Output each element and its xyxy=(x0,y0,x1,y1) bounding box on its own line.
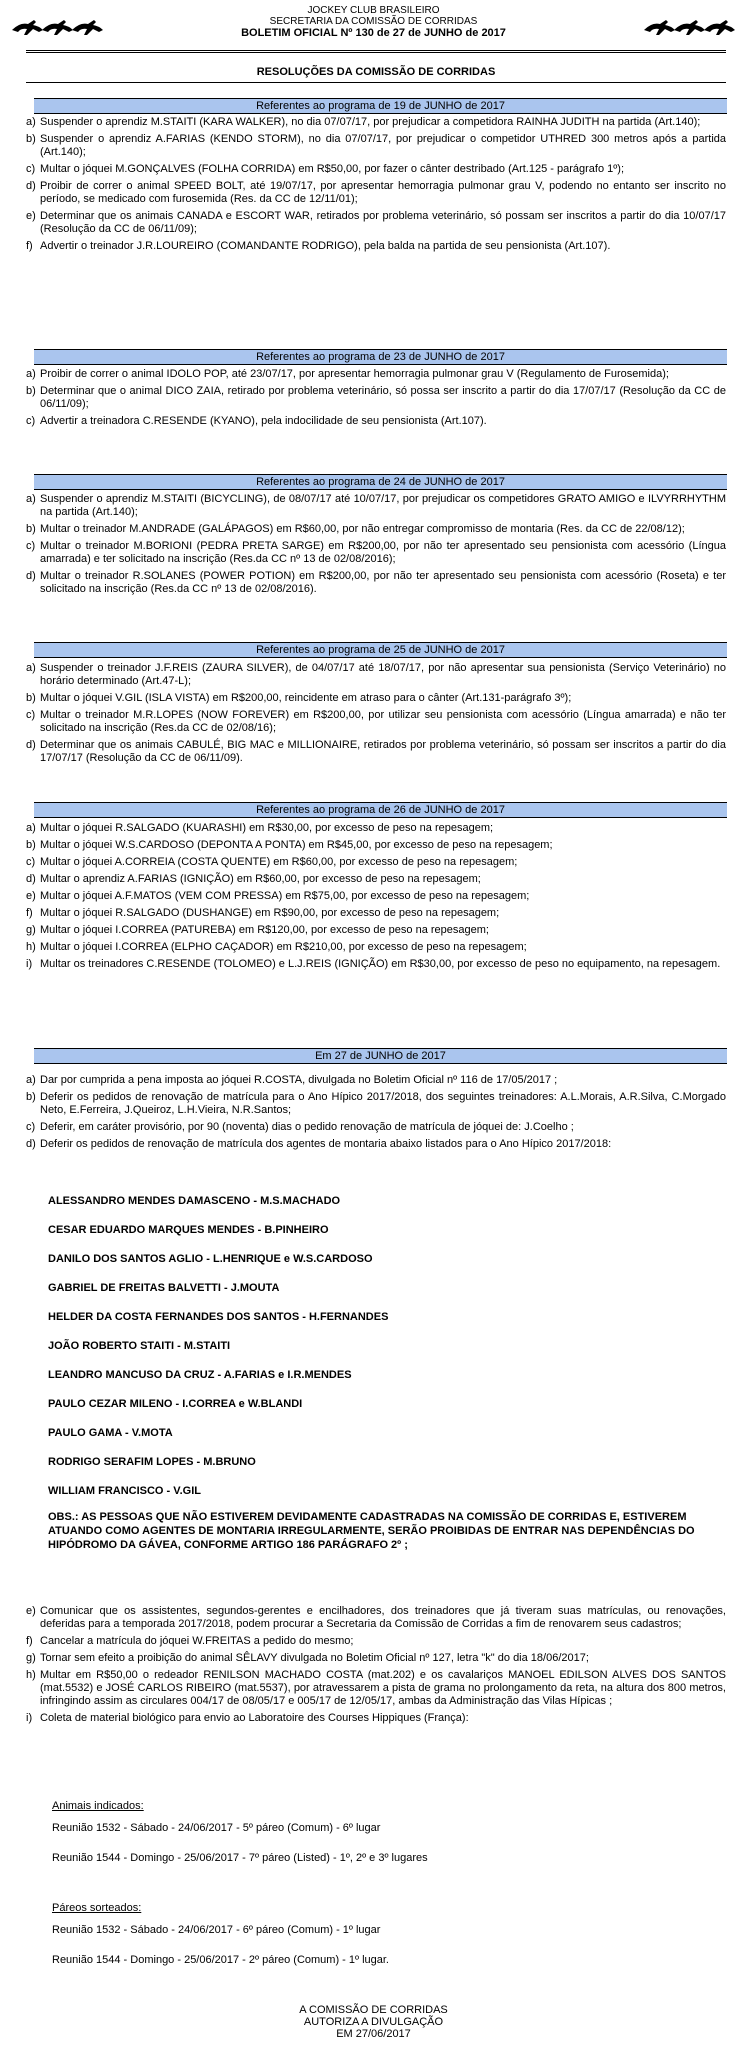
resolution-item xyxy=(26,662,726,688)
resolution-item xyxy=(26,1652,726,1665)
late-items xyxy=(26,1605,726,1729)
agent-entry: RODRIGO SERAFIM LOPES - M.BRUNO xyxy=(48,1456,256,1468)
item-text: Deferir os pedidos de renovação de matrícula para o Ano Hípico 2017/2018, dos seguintes treinadores: A.L.Morais, A.R.Silva, C.Morgado Neto, E.Ferreira, J.Queiroz, L.H.Vieira, N.R.Santos; xyxy=(40,1091,726,1116)
item-letter: e) xyxy=(26,210,36,222)
item-text: Suspender o aprendiz M.STAITI (KARA WALKER), no dia 07/07/17, por prejudicar a competidora RAINHA JUDITH na partida (Art.140); xyxy=(40,116,701,128)
item-text: Multar o treinador R.SOLANES (POWER POTION) em R$200,00, por não ter apresentado seu pensionista com acessório (Roseta) e ter solicitado na inscrição (Res.da CC nº 13 de 02/08/2016). xyxy=(40,570,726,595)
item-letter: d) xyxy=(26,570,36,582)
animais-label: Animais indicados: xyxy=(52,1800,144,1812)
resolution-item xyxy=(26,1074,726,1087)
agent-entry: DANILO DOS SANTOS AGLIO - L.HENRIQUE e W.S.CARDOSO xyxy=(48,1253,373,1265)
resolution-item xyxy=(26,163,726,176)
section-items xyxy=(26,116,726,257)
item-text: Deferir, em caráter provisório, por 90 (noventa) dias o pedido renovação de matrícula de jóquei de: J.Coelho ; xyxy=(40,1121,574,1133)
header-rule-2 xyxy=(26,52,726,53)
item-text: Advertir o treinador J.R.LOUREIRO (COMANDANTE RODRIGO), pela balda na partida de seu pensionista (Art.107). xyxy=(40,240,611,252)
resolution-item xyxy=(26,709,726,735)
item-text: Determinar que o animal DICO ZAIA, retirado por problema veterinário, só possa ser inscrito a partir do dia 17/07/17 (Resolução da CC de 06/11/09); xyxy=(40,385,726,410)
agent-entry: PAULO CEZAR MILENO - I.CORREA e W.BLANDI xyxy=(48,1398,303,1410)
item-letter: d) xyxy=(26,739,36,751)
item-text: Multar o treinador M.BORIONI (PEDRA PRETA SARGE) em R$200,00, por não ter apresentado seu pensionista com acessório (Língua amarrada) e ter solicitado na inscrição (Res.da CC nº 13 de 02/08/2016); xyxy=(40,540,726,565)
resolution-item xyxy=(26,873,726,886)
item-letter: b) xyxy=(26,523,36,535)
item-letter: h) xyxy=(26,941,36,953)
resolution-item xyxy=(26,133,726,159)
agent-entry: LEANDRO MANCUSO DA CRUZ - A.FARIAS e I.R.MENDES xyxy=(48,1369,352,1381)
resolution-item xyxy=(26,523,726,536)
resolution-item xyxy=(26,839,726,852)
item-text: Advertir a treinadora C.RESENDE (KYANO), pela indocilidade de seu pensionista (Art.107). xyxy=(40,415,487,427)
item-text: Multar o aprendiz A.FARIAS (IGNIÇÃO) em R$60,00, por excesso de peso na repesagem; xyxy=(40,873,481,885)
resolution-item xyxy=(26,907,726,920)
secretaria-name: SECRETARIA DA COMISSÃO DE CORRIDAS xyxy=(269,16,478,27)
item-letter: e) xyxy=(26,1605,36,1617)
boletim-title: BOLETIM OFICIAL Nº 130 de 27 de JUNHO de 2017 xyxy=(241,27,506,39)
item-text: Suspender o aprendiz A.FARIAS (KENDO STORM), no dia 07/07/17, por prejudicar o competidor UTHRED 300 metros após a partida (Art.140); xyxy=(40,133,726,158)
agent-entry: JOÃO ROBERTO STAITI - M.STAITI xyxy=(48,1340,231,1352)
header-rule xyxy=(26,50,726,51)
item-text: Proibir de correr o animal IDOLO POP, até 23/07/17, por apresentar hemorragia pulmonar grau V (Regulamento de Furosemida); xyxy=(40,368,669,380)
agent-entry: ALESSANDRO MENDES DAMASCENO - M.S.MACHADO xyxy=(48,1195,341,1207)
item-letter: c) xyxy=(26,709,36,721)
resolution-item xyxy=(26,890,726,903)
section-heading: Referentes ao programa de 19 de JUNHO de 2017 xyxy=(34,98,727,114)
item-letter: c) xyxy=(26,163,36,175)
resolution-item xyxy=(26,941,726,954)
section-heading: Referentes ao programa de 25 de JUNHO de 2017 xyxy=(34,642,727,658)
item-text: Determinar que os animais CANADA e ESCORT WAR, retirados por problema veterinário, só possam ser inscritos a partir do dia 10/07/17 (Resolução da CC de 06/11/09); xyxy=(40,210,726,235)
item-text: Coleta de material biológico para envio ao Laboratoire des Courses Hippiques (França): xyxy=(40,1712,469,1724)
item-text: Suspender o treinador J.F.REIS (ZAURA SILVER), de 04/07/17 até 18/07/17, por não apresentar sua pensionista (Serviço Veterinário) no horário determinado (Art.47-L); xyxy=(40,662,726,687)
resolution-item xyxy=(26,540,726,566)
item-letter: b) xyxy=(26,692,36,704)
animais-indicados xyxy=(52,1800,428,1882)
resolution-item xyxy=(26,822,726,835)
header xyxy=(0,2,747,50)
resolution-item xyxy=(26,180,726,206)
footer-line: A COMISSÃO DE CORRIDAS xyxy=(299,2004,448,2016)
resolution-item xyxy=(26,415,726,428)
item-text: Multar em R$50,00 o redeador RENILSON MACHADO COSTA (mat.202) e os cavalariços MANOEL EDILSON ALVES DOS SANTOS (mat.5532) e JOSÉ CARLOS RIBEIRO (mat.5537), por atravessarem a pista de grama no prolongamento da reta, na altura dos 800 metros, infringindo assim as circulares 004/17 de 08/05/17 e 005/17 de 12/05/17, ambas da Administração das Vilas Hípicas ; xyxy=(40,1669,726,1707)
section-heading: Referentes ao programa de 24 de JUNHO de 2017 xyxy=(34,474,727,490)
item-text: Multar o jóquei M.GONÇALVES (FOLHA CORRIDA) em R$50,00, por fazer o cânter destribado (Art.125 - parágrafo 1º); xyxy=(40,163,624,175)
section-items xyxy=(26,662,726,769)
resolution-item xyxy=(26,924,726,937)
racing-horses-right-icon xyxy=(642,16,737,38)
agent-entry: GABRIEL DE FREITAS BALVETTI - J.MOUTA xyxy=(48,1282,280,1294)
item-text: Tornar sem efeito a proibição do animal SÊLAVY divulgada no Boletim Oficial nº 127, letra "k" do dia 18/06/2017; xyxy=(40,1652,589,1664)
item-letter: b) xyxy=(26,839,36,851)
item-text: Multar os treinadores C.RESENDE (TOLOMEO) e L.J.REIS (IGNIÇÃO) em R$30,00, por excesso de peso no equipamento, na repesagem. xyxy=(40,958,721,970)
pareos-line: Reunião 1532 - Sábado - 24/06/2017 - 6º páreo (Comum) - 1º lugar xyxy=(52,1924,381,1936)
resolution-item xyxy=(26,368,726,381)
animais-line: Reunião 1532 - Sábado - 24/06/2017 - 5º páreo (Comum) - 6º lugar xyxy=(52,1822,381,1834)
agent-entry: HELDER DA COSTA FERNANDES DOS SANTOS - H.FERNANDES xyxy=(48,1311,389,1323)
resolution-item xyxy=(26,240,726,253)
item-text: Multar o treinador M.R.LOPES (NOW FOREVER) em R$200,00, por utilizar seu pensionista com acessório (Língua amarrada) e não ter solicitado na inscrição (Res.da CC de 02/08/16); xyxy=(40,709,726,734)
resolution-item xyxy=(26,1605,726,1631)
resolution-item xyxy=(26,856,726,869)
item-letter: f) xyxy=(26,907,33,919)
item-text: Multar o jóquei A.F.MATOS (VEM COM PRESSA) em R$75,00, por excesso de peso na repesagem; xyxy=(40,890,530,902)
item-text: Multar o jóquei I.CORREA (ELPHO CAÇADOR) em R$210,00, por excesso de peso na repesagem; xyxy=(40,941,527,953)
item-letter: b) xyxy=(26,385,36,397)
item-letter: a) xyxy=(26,822,36,834)
resolution-item xyxy=(26,1138,726,1151)
item-letter: e) xyxy=(26,890,36,902)
pareos-sorteados xyxy=(52,1902,389,1984)
section-heading: Referentes ao programa de 26 de JUNHO de 2017 xyxy=(34,802,727,818)
item-letter: h) xyxy=(26,1669,36,1681)
item-letter: c) xyxy=(26,415,36,427)
item-text: Multar o jóquei R.SALGADO (DUSHANGE) em R$90,00, por excesso de peso na repesagem; xyxy=(40,907,500,919)
item-letter: b) xyxy=(26,133,36,145)
item-text: Multar o jóquei V.GIL (ISLA VISTA) em R$200,00, reincidente em atraso para o cânter (Art.131-parágrafo 3º); xyxy=(40,692,572,704)
section-items xyxy=(26,493,726,600)
header-text xyxy=(0,5,747,40)
agent-entry: PAULO GAMA - V.MOTA xyxy=(48,1427,173,1439)
resolution-item xyxy=(26,1712,726,1725)
item-letter: i) xyxy=(26,958,33,970)
item-letter: d) xyxy=(26,180,36,192)
item-letter: i) xyxy=(26,1712,33,1724)
footer-line: EM 27/06/2017 xyxy=(336,2028,411,2040)
section-heading: Em 27 de JUNHO de 2017 xyxy=(34,1048,727,1064)
resolution-item xyxy=(26,116,726,129)
item-letter: g) xyxy=(26,924,36,936)
item-text: Suspender o aprendiz M.STAITI (BICYCLING), de 08/07/17 até 10/07/17, por prejudicar os competidores GRATO AMIGO e ILVYRRHYTHM na partida (Art.140); xyxy=(40,493,726,518)
item-letter: a) xyxy=(26,116,36,128)
footer-line: AUTORIZA A DIVULGAÇÃO xyxy=(303,2016,444,2028)
item-text: Multar o jóquei I.CORREA (PATUREBA) em R$120,00, por excesso de peso na repesagem; xyxy=(40,924,489,936)
item-letter: d) xyxy=(26,873,36,885)
item-text: Determinar que os animais CABULÉ, BIG MAC e MILLIONAIRE, retirados por problema veterinário, só possam ser inscritos a partir do dia 17/07/17 (Resolução da CC de 06/11/09). xyxy=(40,739,726,764)
item-letter: c) xyxy=(26,1121,36,1133)
item-letter: g) xyxy=(26,1652,36,1664)
section-items xyxy=(26,1074,726,1155)
item-text: Multar o treinador M.ANDRADE (GALÁPAGOS) em R$60,00, por não entregar compromisso de montaria (Res. da CC de 22/08/12); xyxy=(40,523,685,535)
agent-entry: WILLIAM FRANCISCO - V.GIL xyxy=(48,1485,201,1497)
pareos-line: Reunião 1544 - Domingo - 25/06/2017 - 2º páreo (Comum) - 1º lugar. xyxy=(52,1954,389,1966)
section-items xyxy=(26,368,726,432)
title-rule xyxy=(26,82,726,83)
item-letter: f) xyxy=(26,1635,33,1647)
resolution-item xyxy=(26,739,726,765)
resolution-item xyxy=(26,692,726,705)
agents-list xyxy=(48,1195,388,1514)
pareos-label: Páreos sorteados: xyxy=(52,1902,142,1914)
resolution-item xyxy=(26,385,726,411)
item-text: Dar por cumprida a pena imposta ao jóquei R.COSTA, divulgada no Boletim Oficial nº 116 de 17/05/2017 ; xyxy=(40,1074,558,1086)
section-items xyxy=(26,822,726,975)
resolution-item xyxy=(26,1091,726,1117)
item-text: Cancelar a matrícula do jóquei W.FREITAS a pedido do mesmo; xyxy=(40,1635,354,1647)
item-text: Deferir os pedidos de renovação de matrícula dos agentes de montaria abaixo listados para o Ano Hípico 2017/2018: xyxy=(40,1138,612,1150)
section-heading: Referentes ao programa de 23 de JUNHO de 2017 xyxy=(34,349,727,365)
item-text: Proibir de correr o animal SPEED BOLT, até 19/07/17, por apresentar hemorragia pulmonar grau V, podendo no entanto ser inscrito no período, se medicado com furosemida (Res. da CC de 12/11/01); xyxy=(40,180,726,205)
resolution-item xyxy=(26,210,726,236)
item-letter: c) xyxy=(26,856,36,868)
item-letter: d) xyxy=(26,1138,36,1150)
resolution-item xyxy=(26,493,726,519)
footer xyxy=(0,2004,747,2040)
item-letter: c) xyxy=(26,540,36,552)
resolution-item xyxy=(26,958,726,971)
item-text: Multar o jóquei A.CORREIA (COSTA QUENTE) em R$60,00, por excesso de peso na repesagem; xyxy=(40,856,518,868)
item-text: Multar o jóquei W.S.CARDOSO (DEPONTA A PONTA) em R$45,00, por excesso de peso na repesagem; xyxy=(40,839,553,851)
item-letter: a) xyxy=(26,493,36,505)
agent-entry: CESAR EDUARDO MARQUES MENDES - B.PINHEIRO xyxy=(48,1224,329,1236)
resolution-item xyxy=(26,1121,726,1134)
item-letter: a) xyxy=(26,662,36,674)
resolution-item xyxy=(26,1635,726,1648)
item-letter: a) xyxy=(26,368,36,380)
animais-line: Reunião 1544 - Domingo - 25/06/2017 - 7º páreo (Listed) - 1º, 2º e 3º lugares xyxy=(52,1852,428,1864)
club-name: JOCKEY CLUB BRASILEIRO xyxy=(307,5,440,16)
item-letter: a) xyxy=(26,1074,36,1086)
resolution-item xyxy=(26,1669,726,1708)
item-text: Comunicar que os assistentes, segundos-gerentes e encilhadores, dos treinadores que já tiveram suas matrículas, ou renovações, deferidas para a temporada 2017/2018, podem procurar a Secretaria da Comissão de Corridas a fim de renovarem seus cadastros; xyxy=(40,1605,726,1630)
obs-note: OBS.: AS PESSOAS QUE NÃO ESTIVEREM DEVIDAMENTE CADASTRADAS NA COMISSÃO DE CORRIDAS E, ESTIVEREM ATUANDO COMO AGENTES DE MONTARIA IRREGULARMENTE, SERÃO PROIBIDAS DE ENTRAR NAS DEPENDÊNCIAS DO HIPÓDROMO DA GÁVEA, CONFORME ARTIGO 186 PARÁGRAFO 2º ; xyxy=(48,1511,695,1551)
item-letter: b) xyxy=(26,1091,36,1103)
item-letter: f) xyxy=(26,240,33,252)
resolutions-title: RESOLUÇÕES DA COMISSÃO DE CORRIDAS xyxy=(256,66,496,78)
item-text: Multar o jóquei R.SALGADO (KUARASHI) em R$30,00, por excesso de peso na repesagem; xyxy=(40,822,494,834)
resolution-item xyxy=(26,570,726,596)
